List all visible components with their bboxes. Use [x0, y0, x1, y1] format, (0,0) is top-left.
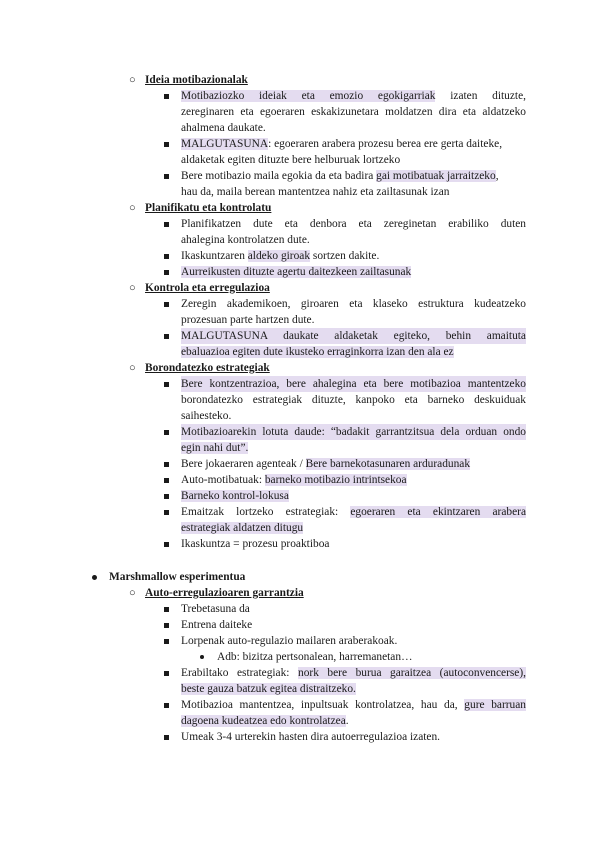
list-item-cont: prozesuan parte hartzen dute.: [181, 314, 315, 326]
list-item: Barneko kontrol-lokusa: [181, 490, 289, 502]
square-bullet: [164, 607, 169, 612]
list-item: Umeak 3-4 urterekin hasten dira autoerregulazioa izaten.: [181, 731, 441, 743]
section-heading: Auto-erregulazioaren garrantzia: [145, 587, 304, 599]
list-item: Ikaskuntza = prozesu proaktiboa: [181, 538, 330, 550]
list-item-cont: saihesteko.: [181, 410, 232, 422]
list-item-cont: estrategiak aldatzen ditugu: [181, 522, 304, 534]
square-bullet: [164, 142, 169, 147]
section-title: Marshmallow esperimentua: [109, 571, 246, 583]
dot-bullet: [92, 575, 97, 580]
square-bullet: [164, 462, 169, 467]
list-item: Erabiltako estrategiak: nork bere burua garaitzea (autoconvencerse),: [181, 667, 526, 679]
list-item-cont: zereginaren eta egoeraren eskakizunetara moldatzen dira eta aldatzeko: [181, 106, 526, 118]
square-bullet: [164, 334, 169, 339]
square-bullet: [164, 510, 169, 515]
list-item: Zeregin akademikoen, giroaren eta klaseko estruktura kudeatzeko: [181, 298, 526, 310]
list-item: Planifikatzen dute eta denbora eta zereginetan erabiliko duten: [181, 218, 526, 230]
list-item: Ikaskuntzaren aldeko giroak sortzen dakite.: [181, 250, 380, 262]
list-item: Entrena daiteke: [181, 619, 253, 631]
square-bullet: [164, 735, 169, 740]
dot-bullet: [200, 655, 204, 659]
square-bullet: [164, 382, 169, 387]
list-item-cont: ebaluazioa egiten dute ikusteko erraginkorra izan den ala ez: [181, 346, 454, 358]
list-item-cont: dagoena kudeatzea edo kontrolatzea.: [181, 715, 349, 727]
square-bullet: [164, 222, 169, 227]
list-item: Bere kontzentrazioa, bere ahalegina eta bere motibazioa mantentzeko: [181, 378, 526, 390]
list-item-cont: egin nahi dut”.: [181, 442, 249, 454]
square-bullet: [164, 494, 169, 499]
list-item: MALGUTASUNA daukate aldaketak egiteko, behin amaituta: [181, 330, 526, 342]
list-item-cont: borondatezko estrategiak dituzte, kanpoko eta barneko deskuiduak: [181, 394, 526, 406]
list-item: Bere motibazio maila egokia da eta badira gai motibatuak jarraitzeko,: [181, 170, 499, 182]
list-item-cont: beste gauza batzuk egitea distraitzeko.: [181, 683, 356, 695]
square-bullet: [164, 623, 169, 628]
list-subitem: Adb: bizitza pertsonalean, harremanetan…: [217, 651, 413, 663]
circle-bullet: ○: [129, 74, 136, 86]
square-bullet: [164, 542, 169, 547]
list-item: Motibazioa mantentzea, inpultsuak kontrolatzea, hau da, gure barruan: [181, 699, 526, 711]
section-heading: Kontrola eta erregulazioa: [145, 282, 270, 294]
square-bullet: [164, 430, 169, 435]
square-bullet: [164, 671, 169, 676]
circle-bullet: ○: [129, 362, 136, 374]
list-item: Motibaziozko ideiak eta emozio egokigarriak izaten dituzte,: [181, 90, 527, 102]
list-item: Trebetasuna da: [181, 603, 250, 615]
circle-bullet: ○: [129, 587, 136, 599]
circle-bullet: ○: [129, 282, 136, 294]
square-bullet: [164, 94, 169, 99]
square-bullet: [164, 254, 169, 259]
square-bullet: [164, 639, 169, 644]
section-heading: Planifikatu eta kontrolatu: [145, 202, 272, 214]
circle-bullet: ○: [129, 202, 136, 214]
square-bullet: [164, 270, 169, 275]
list-item-cont: aldaketak egiten dituzte bere helburuak lortzeko: [181, 154, 401, 166]
section-heading: Borondatezko estrategiak: [145, 362, 270, 374]
list-item: Lorpenak auto-regulazio mailaren araberakoak.: [181, 635, 398, 647]
square-bullet: [164, 478, 169, 483]
square-bullet: [164, 302, 169, 307]
list-item-cont: ahalmena daukate.: [181, 122, 266, 134]
list-item: Auto-motibatuak: barneko motibazio intrintsekoa: [181, 474, 407, 486]
list-item: Aurreikusten dituzte agertu daitezkeen zailtasunak: [181, 266, 412, 278]
section-heading: Ideia motibazionalak: [145, 74, 248, 86]
list-item: Bere jokaeraren agenteak / Bere barnekotasunaren arduradunak: [181, 458, 471, 470]
list-item-cont: hau da, maila berean mantentzea nahiz eta zailtasunak izan: [181, 186, 450, 198]
list-item-cont: ahalegina kontrolatzen dute.: [181, 234, 310, 246]
square-bullet: [164, 703, 169, 708]
list-item: MALGUTASUNA: egoeraren arabera prozesu berea ere gerta daiteke,: [181, 138, 503, 150]
square-bullet: [164, 174, 169, 179]
list-item: Motibazioarekin lotuta daude: “badakit garrantzitsua dela orduan ondo: [181, 426, 526, 438]
list-item: Emaitzak lortzeko estrategiak: egoeraren eta ekintzaren arabera: [181, 506, 526, 518]
